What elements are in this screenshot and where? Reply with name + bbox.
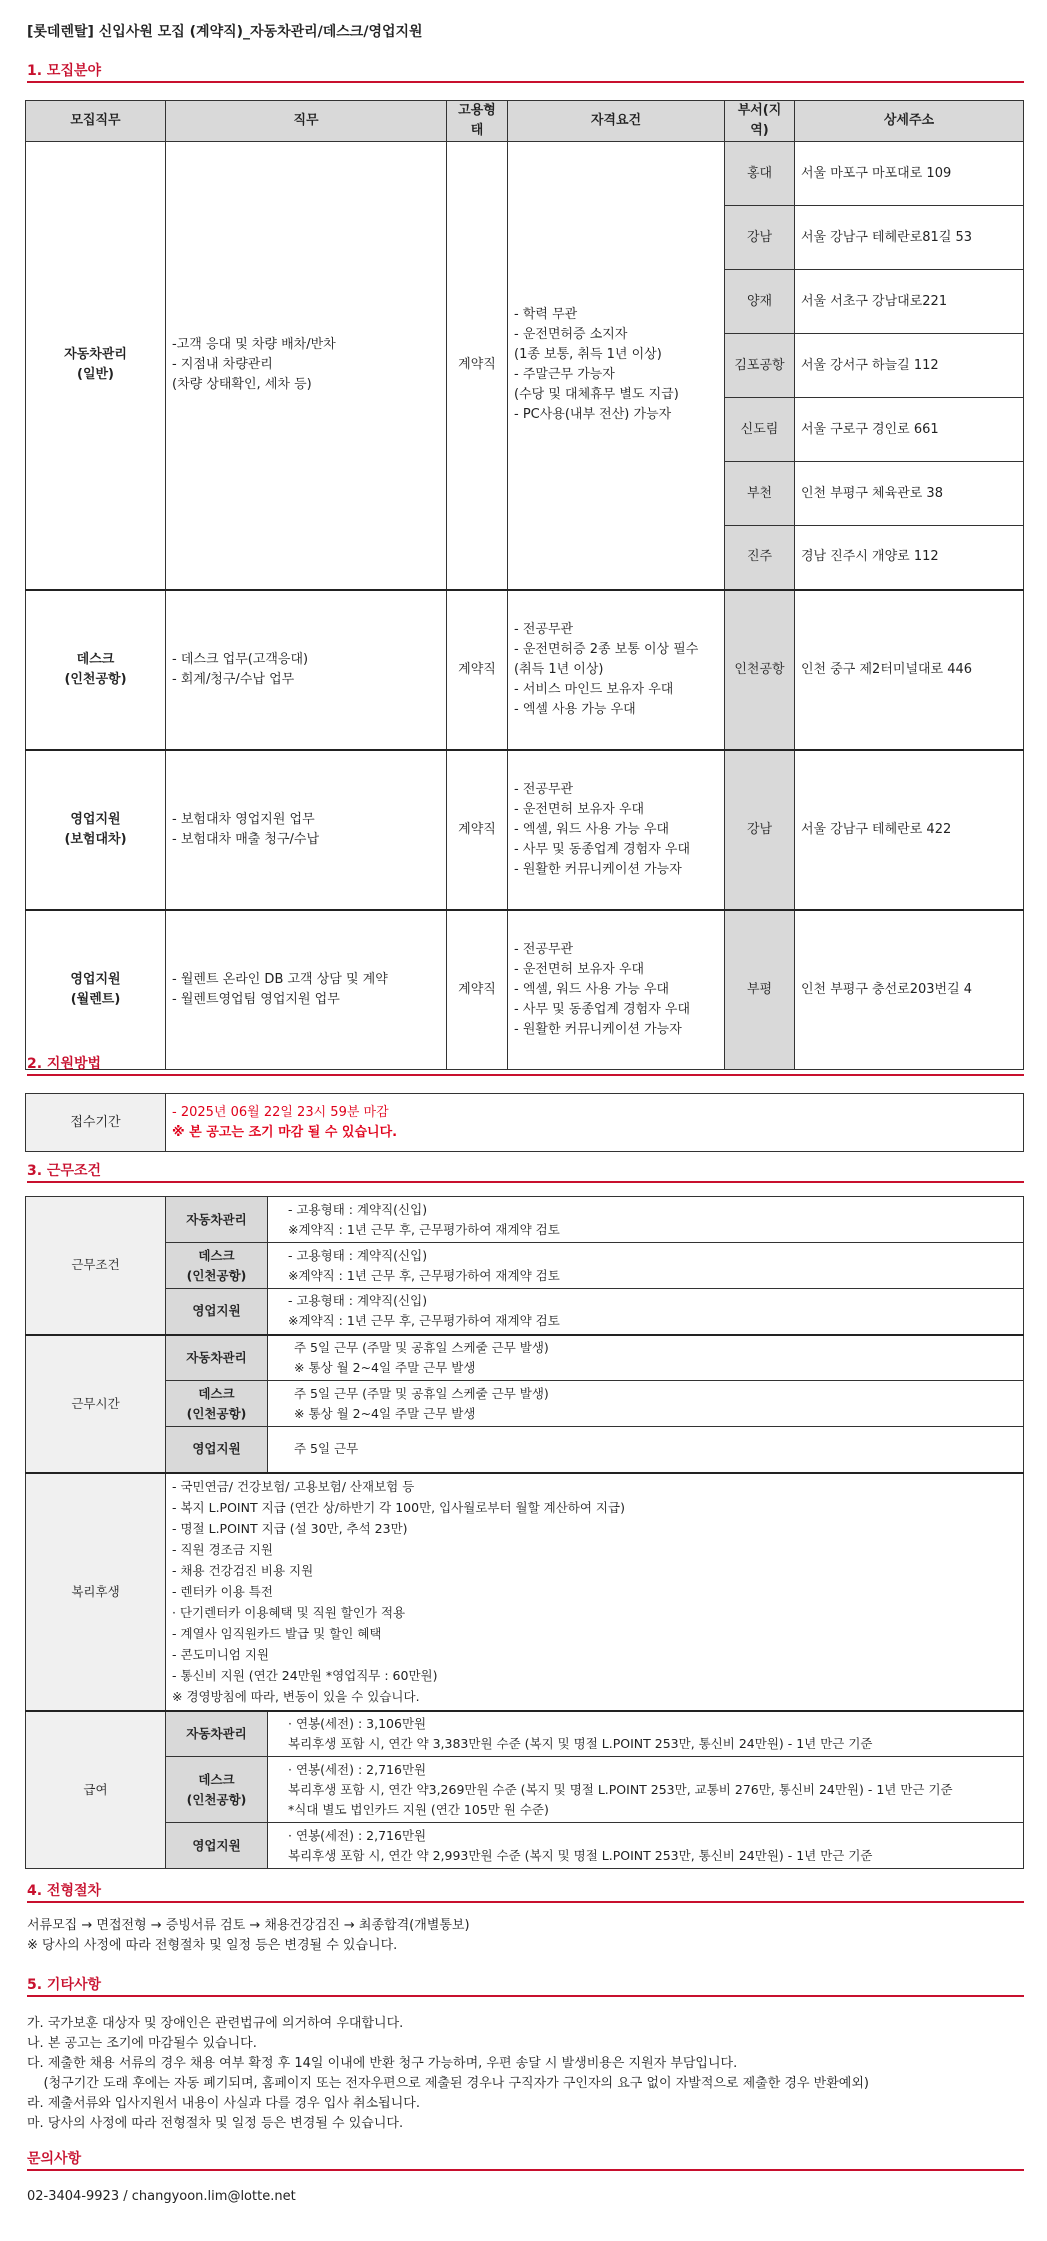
apply-table xyxy=(25,1093,1024,1152)
column-header: 고용형태 xyxy=(447,101,508,142)
section-divider xyxy=(27,1995,1024,1997)
job-name: 자동차관리 (일반) xyxy=(26,142,166,590)
table-row xyxy=(26,1427,1024,1473)
qualifications: - 전공무관 - 운전면허 보유자 우대 - 엑셀, 워드 사용 가능 우대 - 사무 및 동종업계 경험자 우대 - 원활한 커뮤니케이션 가능자 xyxy=(508,910,725,1070)
region: 양재 xyxy=(725,270,795,334)
cell-text: · 연봉(세전) : 2,716만원 복리후생 포함 시, 연간 약 2,993만원 수준 (복지 및 명절 L.POINT 253만, 통신비 24만원) - 1년 만근 기준 xyxy=(268,1823,1024,1869)
region: 강남 xyxy=(725,750,795,910)
qualifications: - 전공무관 - 운전면허증 2종 보통 이상 필수 (취득 1년 이상) - 서비스 마인드 보유자 우대 - 엑셀 사용 가능 우대 xyxy=(508,590,725,750)
table-row xyxy=(26,1289,1024,1335)
sub-label: 자동차관리 xyxy=(166,1335,268,1381)
address: 인천 부평구 충선로203번길 4 xyxy=(795,910,1024,1070)
column-header: 직무 xyxy=(166,101,447,142)
contact-info: 02-3404-9923 / changyoon.lim@lotte.net xyxy=(27,2189,296,2204)
section-title-apply: 2. 지원방법 xyxy=(27,1056,102,1072)
address: 서울 강남구 테헤란로81길 53 xyxy=(795,206,1024,270)
column-header: 부서(지역) xyxy=(725,101,795,142)
section-title-process: 4. 전형절차 xyxy=(27,1883,102,1899)
region: 인천공항 xyxy=(725,590,795,750)
sub-label: 데스크 (인천공항) xyxy=(166,1757,268,1823)
etc-line: 다. 제출한 채용 서류의 경우 채용 여부 확정 후 14일 이내에 반환 청구 가능하며, 우편 송달 시 발생비용은 지원자 부담입니다. xyxy=(27,2056,738,2071)
table-row xyxy=(26,142,1024,206)
table-row xyxy=(26,1335,1024,1381)
table-row xyxy=(26,1197,1024,1243)
sub-label: 영업지원 xyxy=(166,1427,268,1473)
table-header-row xyxy=(26,101,1024,142)
section-divider xyxy=(27,1901,1024,1903)
section-title-etc: 5. 기타사항 xyxy=(27,1977,102,1993)
row-label: 급여 xyxy=(26,1711,166,1869)
apply-period-label: 접수기간 xyxy=(26,1094,166,1152)
row-label: 근무조건 xyxy=(26,1197,166,1335)
section-divider xyxy=(27,1181,1024,1183)
address: 서울 서초구 강남대로221 xyxy=(795,270,1024,334)
qualifications: - 전공무관 - 운전면허 보유자 우대 - 엑셀, 워드 사용 가능 우대 - 사무 및 동종업계 경험자 우대 - 원활한 커뮤니케이션 가능자 xyxy=(508,750,725,910)
job-name: 영업지원 (월렌트) xyxy=(26,910,166,1070)
table-row xyxy=(26,910,1024,1070)
row-label: 근무시간 xyxy=(26,1335,166,1473)
table-row xyxy=(26,1243,1024,1289)
cell-text: 주 5일 근무 (주말 및 공휴일 스케줄 근무 발생) ※ 통상 월 2~4일 주말 근무 발생 xyxy=(268,1335,1024,1381)
etc-line: 가. 국가보훈 대상자 및 장애인은 관련법규에 의거하여 우대합니다. xyxy=(27,2016,404,2031)
sub-label: 데스크 (인천공항) xyxy=(166,1381,268,1427)
process-steps: 서류모집 → 면접전형 → 증빙서류 검토 → 채용건강검진 → 최종합격(개별통보) xyxy=(27,1918,470,1933)
table-row xyxy=(26,1711,1024,1757)
region: 진주 xyxy=(725,526,795,590)
job-duties: -고객 응대 및 차량 배차/반차 - 지점내 차량관리 (차량 상태확인, 세차 등) xyxy=(166,142,447,590)
section-divider xyxy=(27,1074,1024,1076)
job-duties: - 월렌트 온라인 DB 고객 상담 및 계약 - 월렌트영업팀 영업지원 업무 xyxy=(166,910,447,1070)
region: 홍대 xyxy=(725,142,795,206)
deadline-text: - 2025년 06월 22일 23시 59분 마감 xyxy=(172,1104,389,1120)
cell-text: - 고용형태 : 계약직(신입) ※계약직 : 1년 근무 후, 근무평가하여 재계약 검토 xyxy=(268,1197,1024,1243)
row-label: 복리후생 xyxy=(26,1473,166,1711)
early-close-notice: ※ 본 공고는 조기 마감 될 수 있습니다. xyxy=(172,1124,398,1140)
sub-label: 영업지원 xyxy=(166,1289,268,1335)
region: 강남 xyxy=(725,206,795,270)
region: 신도림 xyxy=(725,398,795,462)
address: 인천 부평구 체육관로 38 xyxy=(795,462,1024,526)
apply-period-value xyxy=(166,1094,1024,1152)
table-row xyxy=(26,750,1024,910)
job-name: 데스크 (인천공항) xyxy=(26,590,166,750)
address: 인천 중구 제2터미널대로 446 xyxy=(795,590,1024,750)
qualifications: - 학력 무관 - 운전면허증 소지자 (1종 보통, 취득 1년 이상) - 주말근무 가능자 (수당 및 대체휴무 별도 지급) - PC사용(내부 전산) 가능자 xyxy=(508,142,725,590)
sub-label: 자동차관리 xyxy=(166,1197,268,1243)
section-divider xyxy=(27,2169,1024,2171)
job-duties: - 보험대차 영업지원 업무 - 보험대차 매출 청구/수납 xyxy=(166,750,447,910)
cell-text: · 연봉(세전) : 2,716만원 복리후생 포함 시, 연간 약3,269만원 수준 (복지 및 명절 L.POINT 253만, 교통비 276만, 통신비 24만원) - 1년 만근 기준 *식대 별도 법인카드 지원 (연간 105만 원 수준) xyxy=(268,1757,1024,1823)
section-title-contact: 문의사항 xyxy=(27,2151,82,2167)
region: 부천 xyxy=(725,462,795,526)
job-name: 영업지원 (보험대차) xyxy=(26,750,166,910)
cell-text: · 연봉(세전) : 3,106만원 복리후생 포함 시, 연간 약 3,383만원 수준 (복지 및 명절 L.POINT 253만, 통신비 24만원) - 1년 만근 기준 xyxy=(268,1711,1024,1757)
region: 김포공항 xyxy=(725,334,795,398)
sub-label: 자동차관리 xyxy=(166,1711,268,1757)
employment-type: 계약직 xyxy=(447,142,508,590)
column-header: 상세주소 xyxy=(795,101,1024,142)
table-row xyxy=(26,1473,1024,1711)
page-title: [롯데렌탈] 신입사원 모집 (계약직)_자동차관리/데스크/영업지원 xyxy=(27,24,423,40)
table-row xyxy=(26,1757,1024,1823)
region: 부평 xyxy=(725,910,795,1070)
address: 경남 진주시 개양로 112 xyxy=(795,526,1024,590)
job-duties: - 데스크 업무(고객응대) - 회계/청구/수납 업무 xyxy=(166,590,447,750)
column-header: 모집직무 xyxy=(26,101,166,142)
etc-line: 마. 당사의 사정에 따라 전형절차 및 일정 등은 변경될 수 있습니다. xyxy=(27,2116,404,2131)
section-divider xyxy=(27,81,1024,83)
address: 서울 강남구 테헤란로 422 xyxy=(795,750,1024,910)
section-title-recruit: 1. 모집분야 xyxy=(27,63,102,79)
sub-label: 영업지원 xyxy=(166,1823,268,1869)
recruit-table xyxy=(25,100,1024,1070)
employment-type: 계약직 xyxy=(447,750,508,910)
address: 서울 강서구 하늘길 112 xyxy=(795,334,1024,398)
cell-text: - 고용형태 : 계약직(신입) ※계약직 : 1년 근무 후, 근무평가하여 재계약 검토 xyxy=(268,1289,1024,1335)
employment-type: 계약직 xyxy=(447,590,508,750)
etc-line: (청구기간 도래 후에는 자동 폐기되며, 홈페이지 또는 전자우편으로 제출된 경우나 구직자가 구인자의 요구 없이 자발적으로 제출한 경우 반환예외) xyxy=(27,2076,869,2091)
etc-line: 라. 제출서류와 입사지원서 내용이 사실과 다를 경우 입사 취소됩니다. xyxy=(27,2096,420,2111)
cell-text: - 고용형태 : 계약직(신입) ※계약직 : 1년 근무 후, 근무평가하여 재계약 검토 xyxy=(268,1243,1024,1289)
conditions-table xyxy=(25,1196,1024,1869)
table-row xyxy=(26,1381,1024,1427)
cell-text: 주 5일 근무 (주말 및 공휴일 스케줄 근무 발생) ※ 통상 월 2~4일 주말 근무 발생 xyxy=(268,1381,1024,1427)
address: 서울 마포구 마포대로 109 xyxy=(795,142,1024,206)
table-row xyxy=(26,590,1024,750)
etc-line: 나. 본 공고는 조기에 마감될수 있습니다. xyxy=(27,2036,257,2051)
section-title-conditions: 3. 근무조건 xyxy=(27,1163,102,1179)
table-row xyxy=(26,1094,1024,1152)
cell-text: 주 5일 근무 xyxy=(268,1427,1024,1473)
address: 서울 구로구 경인로 661 xyxy=(795,398,1024,462)
sub-label: 데스크 (인천공항) xyxy=(166,1243,268,1289)
employment-type: 계약직 xyxy=(447,910,508,1070)
column-header: 자격요건 xyxy=(508,101,725,142)
table-row xyxy=(26,1823,1024,1869)
process-note: ※ 당사의 사정에 따라 전형절차 및 일정 등은 변경될 수 있습니다. xyxy=(27,1938,398,1953)
welfare-text: - 국민연금/ 건강보험/ 고용보험/ 산재보험 등 - 복지 L.POINT 지급 (연간 상/하반기 각 100만, 입사월로부터 월할 계산하여 지급) - 명절 L.POINT 지급 (설 30만, 추석 23만) - 직원 경조금 지원 - 채용 건강검진 비용 지원 - 렌터카 이용 특전 · 단기렌터카 이용혜택 및 직원 할인가 적용 - 계열사 임직원카드 발급 및 할인 혜택 - 콘도미니엄 지원 - 통신비 지원 (연간 24만원 *영업직무 : 60만원) ※ 경영방침에 따라, 변동이 있을 수 있습니다. xyxy=(166,1473,1024,1711)
